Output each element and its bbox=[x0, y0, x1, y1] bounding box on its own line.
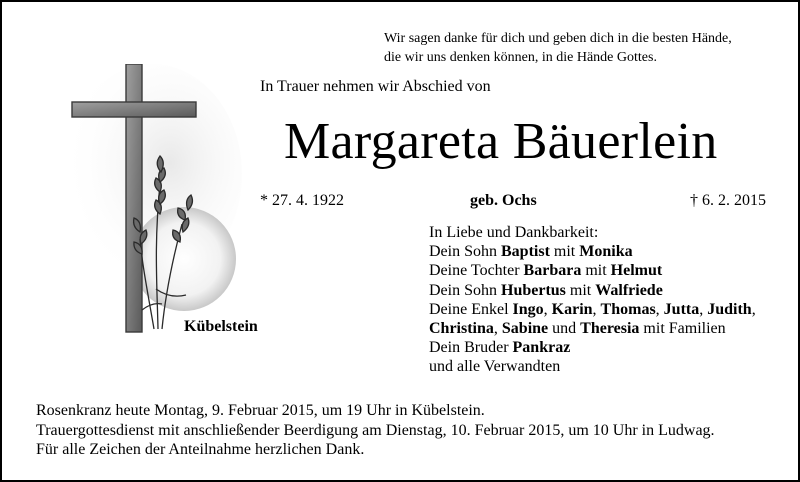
intro-text: In Trauer nehmen wir Abschied von bbox=[260, 78, 491, 95]
funeral-service-info: Trauergottesdienst mit anschließender Beerdigung am Dienstag, 10. Februar 2015, um 10 Uhr in Ludwag. bbox=[36, 421, 715, 439]
mourners-list bbox=[429, 223, 756, 377]
thanks-line: Für alle Zeichen der Anteilnahme herzlichen Dank. bbox=[36, 441, 365, 458]
rosary-info: Rosenkranz heute Montag, 9. Februar 2015, um 19 Uhr in Kübelstein. bbox=[36, 402, 485, 419]
mourners-opening: In Liebe und Dankbarkeit: bbox=[429, 224, 599, 241]
quote-text bbox=[384, 29, 784, 67]
mourner-line-brother: Dein Bruder Pankraz bbox=[429, 339, 571, 357]
birth-date: * 27. 4. 1922 bbox=[260, 192, 344, 209]
cross-and-wheat-artwork bbox=[62, 64, 242, 344]
deceased-name: Margareta Bäuerlein bbox=[284, 113, 718, 170]
mourner-line-grandchildren: Deine Enkel Ingo, Karin, Thomas, Jutta, Judith, bbox=[429, 300, 756, 318]
mourner-line-relatives: und alle Verwandten bbox=[429, 358, 561, 376]
maiden-name: geb. Ochs bbox=[470, 192, 537, 209]
residence-place: Kübelstein bbox=[184, 318, 258, 335]
quote-line-1: Wir sagen danke für dich und geben dich in die besten Hände, bbox=[384, 31, 732, 46]
service-details bbox=[36, 401, 715, 460]
mourner-line-grandchildren-2: Christina, Sabine und Theresia mit Familien bbox=[429, 320, 726, 338]
mourner-line-son-2: Dein Sohn Hubertus mit Walfriede bbox=[429, 281, 663, 299]
mourner-line-daughter: Deine Tochter Barbara mit Helmut bbox=[429, 262, 663, 280]
mourner-line-son-1: Dein Sohn Baptist mit Monika bbox=[429, 243, 633, 261]
quote-line-2: die wir uns denken können, in die Hände Gottes. bbox=[384, 50, 657, 65]
death-date: † 6. 2. 2015 bbox=[690, 192, 766, 209]
